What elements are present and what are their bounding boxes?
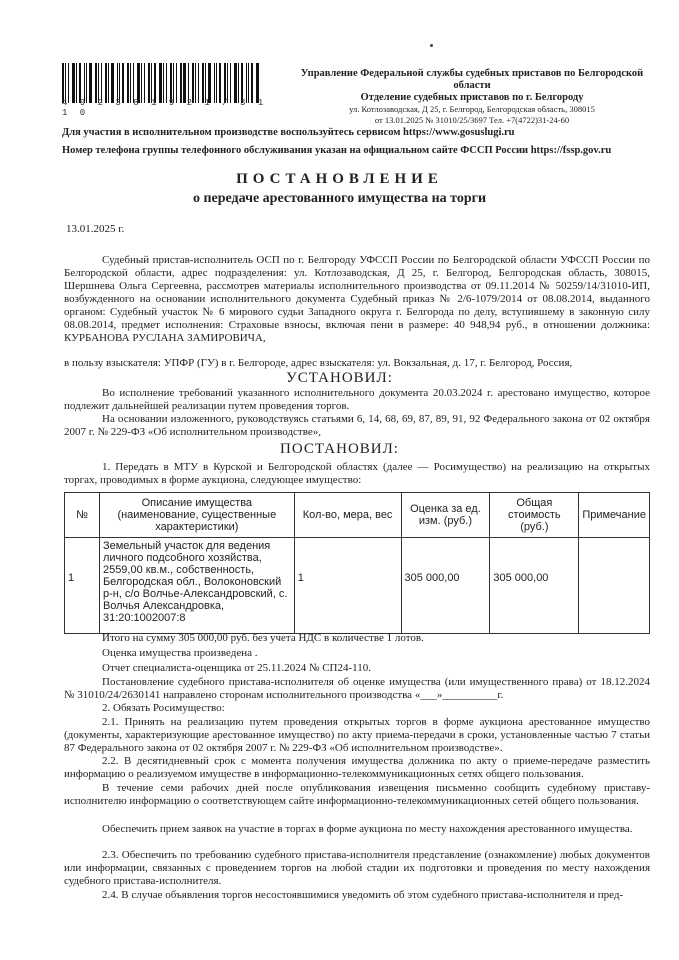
- gosuslugi-note: Для участия в исполнительном производстве воспользуйтесь сервисом https://www.gosuslugi.ru: [62, 127, 515, 138]
- barcode-bar: [192, 63, 194, 103]
- barcode-bar: [251, 63, 253, 103]
- barcode-bar: [86, 63, 87, 103]
- header-reference: от 13.01.2025 № 31010/25/3697 Тел. +7(4722)31-24-60: [374, 115, 570, 125]
- heading-postanovil: ПОСТАНОВИЛ:: [280, 441, 399, 457]
- valuation-line: Оценка имущества произведена .: [102, 647, 258, 659]
- clause-2-4: 2.4. В случае объявления торгов несостоявшимися уведомить об этом судебного пристава-исполнителя и пред-: [102, 889, 624, 901]
- heading-ustanovil: УСТАНОВИЛ:: [286, 370, 393, 386]
- barcode-bar: [159, 63, 162, 103]
- barcode-number: 4 9 2 3 8 1 9 2 1 / 3 1 1 0: [62, 98, 267, 118]
- barcode-bar: [227, 63, 228, 103]
- clause-publication: В течение семи рабочих дней после опубликования извещения письменно сообщить судебному приставу-исполнителю информацию о соответствующем сайте информационно-телекоммуникационных сетей общего пользования.: [64, 782, 650, 807]
- barcode-bar: [137, 63, 140, 103]
- barcode-bar: [133, 63, 134, 103]
- header-org: Управление Федеральной службы судебных приставов по Белгородской: [300, 68, 644, 79]
- barcode-bar: [144, 63, 145, 103]
- barcode-bar: [202, 63, 204, 103]
- document-title: ПОСТАНОВЛЕНИЕ: [236, 171, 443, 187]
- barcode-bar: [95, 63, 97, 103]
- barcode-bar: [183, 63, 186, 103]
- barcode-bar: [130, 63, 131, 103]
- barcode-bar: [127, 63, 129, 103]
- cell-number: 1: [65, 538, 100, 634]
- report-line: Отчет специалиста-оценщика от 25.11.2024 № СП24-110.: [102, 662, 371, 674]
- barcode-bar: [163, 63, 164, 103]
- table-header-row: [65, 493, 650, 538]
- barcode-bar: [176, 63, 177, 103]
- barcode-bar: [65, 63, 66, 103]
- barcode-bar: [198, 63, 199, 103]
- barcode-bar: [122, 63, 124, 103]
- barcode-bar: [154, 63, 156, 103]
- table-row: [65, 538, 650, 634]
- clause-applications: Обеспечить прием заявок на участие в торгах в форме аукциона по месту нахождения арестованного имущества.: [102, 823, 633, 835]
- barcode-bar: [84, 63, 85, 103]
- barcode-bar: [230, 63, 231, 103]
- barcode-bar: [101, 63, 102, 103]
- barcode-bar: [246, 63, 247, 103]
- barcode-bar: [180, 63, 182, 103]
- paragraph-basis: На основании изложенного, руководствуясь статьями 6, 14, 68, 69, 87, 89, 91, 92 Федерального закона от 02 октября 2007 г. № 229-ФЗ «Об исполнительном производстве»,: [64, 413, 650, 438]
- header-address: ул. Котлозаводская, Д 25, г. Белгород, Белгородская область, 308015: [349, 104, 595, 114]
- barcode-bar: [76, 63, 77, 103]
- cell-quantity: 1: [294, 538, 401, 634]
- paragraph-transfer: 1. Передать в МТУ в Курской и Белгородской областях (далее — Росимущество) на реализацию на открытых торгах, проводимых в форме аукциона, следующее имущество:: [64, 461, 650, 486]
- paragraph-arrest: Во исполнение требований указанного исполнительного документа 20.03.2024 г. арестовано имущество, которое подлежит дальнейшей реализации путем проведения торгов.: [64, 387, 650, 412]
- col-note: Примечание: [579, 493, 650, 538]
- total-line: Итого на сумму 305 000,00 руб. без учета НДС в количестве 1 лотов.: [102, 632, 424, 644]
- clause-2-1: 2.1. Принять на реализацию путем проведения открытых торгов в форме аукциона арестованное имущество (документы, характеризующие арестованное имущество) по акту приема-передачи в сроки, установленные частью 7 статьи 87 Федерального закона от 02 октября 2007 г. № 229-ФЗ «Об исполнительном производстве».: [64, 716, 650, 754]
- barcode-bar: [141, 63, 142, 103]
- cell-unit-price: 305 000,00: [401, 538, 490, 634]
- barcode-bar: [151, 63, 152, 103]
- col-quantity: Кол-во, мера, вес: [294, 493, 401, 538]
- barcode-bar: [89, 63, 92, 103]
- barcode-bar: [148, 63, 150, 103]
- document-date: 13.01.2025 г.: [66, 223, 125, 235]
- barcode-bar: [119, 63, 120, 103]
- col-total: Общая стоимость (руб.): [490, 493, 579, 538]
- barcode-bar: [248, 63, 249, 103]
- barcode-bar: [224, 63, 226, 103]
- barcode-bar: [234, 63, 237, 103]
- clause-2-2: 2.2. В десятидневный срок с момента получения имущества должника по акту о приеме-передаче разместить информацию о реализуемом имуществе в информационно-телекоммуникационных сетях общего пользования.: [64, 755, 650, 780]
- barcode-bar: [238, 63, 239, 103]
- barcode-bar: [62, 63, 64, 103]
- barcode-bar: [195, 63, 196, 103]
- barcode: [62, 63, 262, 103]
- paragraph-intro: Судебный пристав-исполнитель ОСП по г. Белгороду УФССП России по Белгородской области УФССП России по Белгородской области, адрес подразделения: ул. Котлозаводская, Д 25, г. Белгород, Белгородская область, 308015, Шершнева Ольга Сергеевна, рассмотрев материалы исполнительного производства от 09.11.2014 № 50259/14/31010-ИП, возбужденного на основании исполнительного документа Судебный приказ № 2/6-1079/2014 от 08.08.2014, выданного органом: Судебный участок № 6 мирового судьи Западного округа г. Белгорода по делу, вступившему в законную силу 08.08.2014, предмет исполнения: Страховые взносы, включая пени в размере: 40 948,94 руб., в отношении должника: КУРБАНОВА РУСЛАНА ЗАМИРОВИЧА,: [64, 254, 650, 344]
- barcode-bar: [173, 63, 174, 103]
- barcode-bar: [214, 63, 215, 103]
- barcode-bar: [79, 63, 81, 103]
- phone-note: Номер телефона группы телефонного обслуживания указан на официальном сайте ФССП России https://fssp.gov.ru: [62, 145, 612, 156]
- barcode-bar: [216, 63, 217, 103]
- barcode-bar: [68, 63, 69, 103]
- barcode-bar: [170, 63, 172, 103]
- barcode-bar: [108, 63, 109, 103]
- scan-speck: [430, 44, 433, 47]
- barcode-bar: [111, 63, 114, 103]
- barcode-bar: [256, 63, 259, 103]
- header-department: Отделение судебных приставов по г. Белгороду: [360, 92, 584, 103]
- barcode-bar: [219, 63, 221, 103]
- barcode-bar: [98, 63, 99, 103]
- col-number: №: [65, 493, 100, 538]
- barcode-bar: [117, 63, 118, 103]
- barcode-bar: [105, 63, 107, 103]
- barcode-bar: [208, 63, 211, 103]
- col-description: Описание имущества (наименование, существенные характеристики): [99, 493, 294, 538]
- property-table: [64, 492, 650, 634]
- clause-2-3: 2.3. Обеспечить по требованию судебного пристава-исполнителя представление (ознакомление) любых документов или информации, связанных с проведением торгов на любой стадии их подготовки и проведения по месту нахождения судебного пристава-исполнителя.: [64, 849, 650, 887]
- barcode-bar: [241, 63, 243, 103]
- valuation-decision: Постановление судебного пристава-исполнителя об оценке имущества (или имущественного права) от 18.12.2024 № 31010/24/2630141 направлено сторонам исполнительного производства «___»__________г.: [64, 676, 650, 701]
- barcode-bar: [188, 63, 189, 103]
- cell-total: 305 000,00: [490, 538, 579, 634]
- header-org-line2: области: [453, 80, 491, 91]
- obligations-heading: 2. Обязать Росимущество:: [102, 702, 225, 714]
- document-header: [292, 68, 652, 126]
- paragraph-creditor: в пользу взыскателя: УПФР (ГУ) в г. Белгороде, адрес взыскателя: ул. Вокзальная, д. 17, г. Белгород, Россия,: [64, 357, 573, 369]
- col-unit-price: Оценка за ед. изм. (руб.): [401, 493, 490, 538]
- barcode-bar: [205, 63, 206, 103]
- barcode-bar: [166, 63, 167, 103]
- cell-note: [579, 538, 650, 634]
- cell-description: Земельный участок для ведения личного подсобного хозяйства, 2559,00 кв.м., собственность, Белгородская обл., Волоконовский р-н, с/о Волчье-Александровский, с. Волчья Александровка, 31:20:1002007:8: [99, 538, 294, 634]
- barcode-bar: [72, 63, 75, 103]
- document-subtitle: о передаче арестованного имущества на торги: [192, 191, 487, 206]
